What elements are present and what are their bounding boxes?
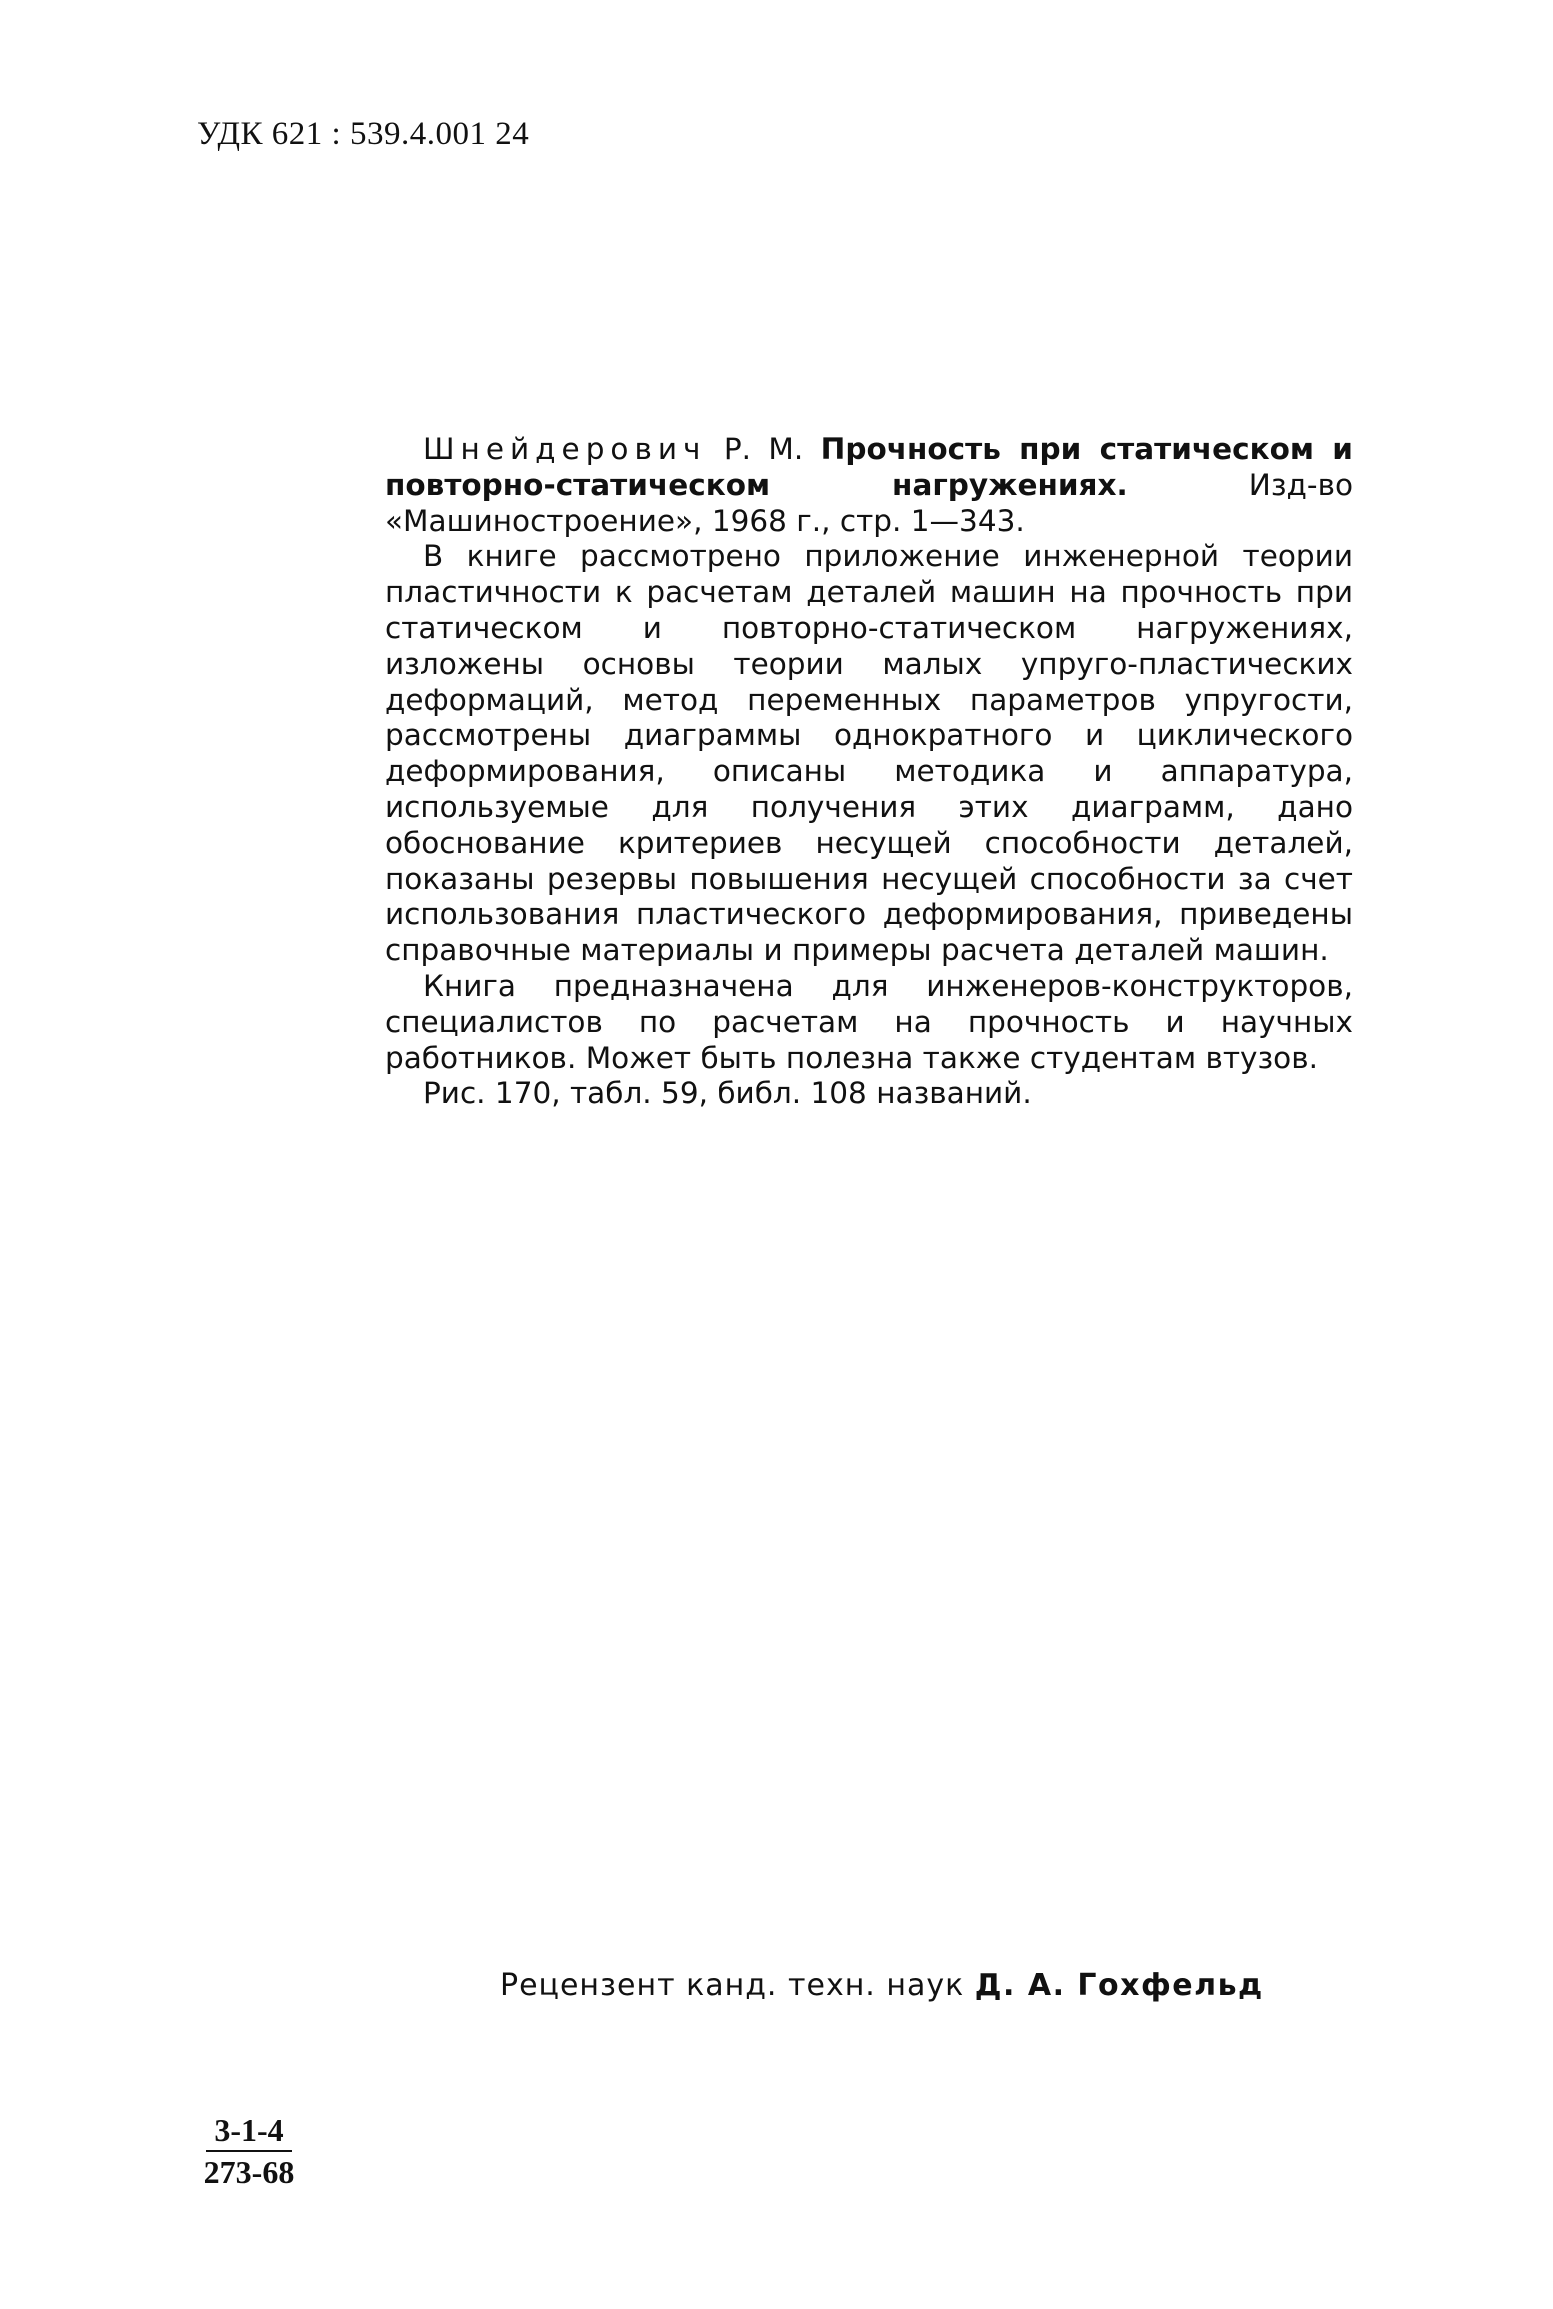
abstract-paragraph-figures: Рис. 170, табл. 59, библ. 108 названий. [423, 1076, 1032, 1111]
publisher-code [197, 2110, 301, 2192]
publication-info: Изд-во «Машиностроение», 1968 г., стр. 1—343. [385, 467, 1353, 538]
reviewer-line [500, 1968, 1264, 2003]
citation-paragraph [385, 432, 1353, 539]
reviewer-name: Д. А. Гохфельд [974, 1968, 1264, 2003]
abstract-paragraph-audience: Книга предназначена для инженеров-конструкторов, специалистов по расчетам на прочность и научных работников. Может быть полезна также студентам втузов. [385, 968, 1353, 1075]
publisher-code-numerator: 3-1-4 [206, 2110, 291, 2152]
author-initials: Р. М. [706, 432, 821, 466]
abstract-block [385, 432, 1353, 1112]
udk-code: УДК 621 : 539.4.001 24 [197, 116, 530, 152]
book-title: Прочность при статическом и повторно-статическом нагружениях. [385, 432, 1353, 502]
publisher-code-denominator: 273-68 [203, 2154, 295, 2190]
reviewer-label: Рецензент канд. техн. наук [500, 1968, 975, 2003]
author-name: Шнейдерович [423, 432, 707, 466]
abstract-paragraph-content: В книге рассмотрено приложение инженерной теории пластичности к расчетам деталей машин на прочность при статическом и повторно-статическом нагружениях, изложены основы теории малых упруго-пластических деформаций, метод переменных параметров упругости, рассмотрены диаграммы однократного и циклического деформирования, описаны методика и аппаратура, используемые для получения этих диаграмм, дано обоснование критериев несущей способности деталей, показаны резервы повышения несущей способности за счет использования пластического деформирования, приведены справочные материалы и примеры расчета деталей машин. [385, 539, 1353, 968]
